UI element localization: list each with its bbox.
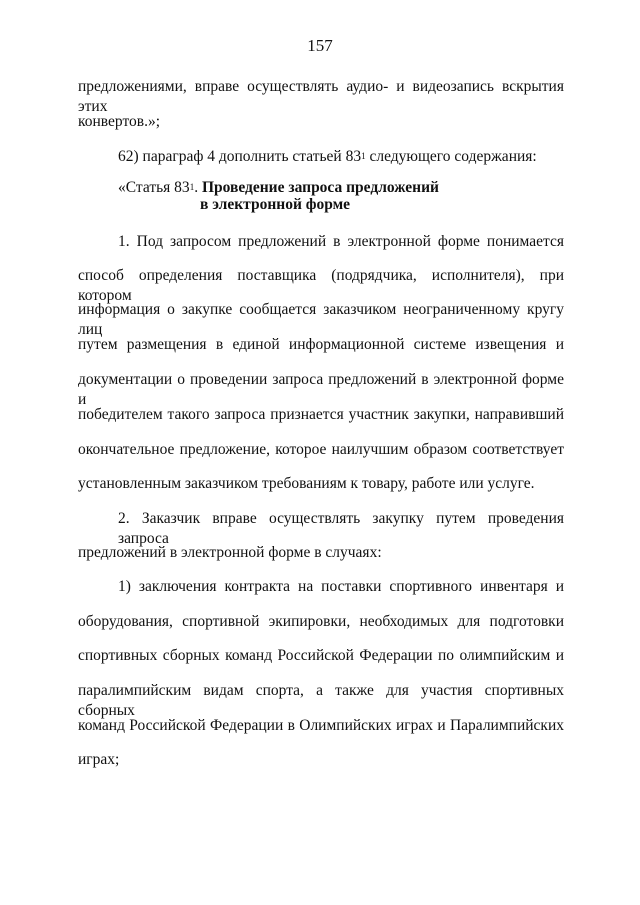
superscript: 1 xyxy=(189,182,195,192)
paragraph-line: победителем такого запроса признается участник закупки, направивший xyxy=(78,406,564,423)
amendment-line xyxy=(118,147,537,167)
paragraph-line: установленным заказчиком требованиям к товару, работе или услуге. xyxy=(78,475,535,492)
article-separator: . xyxy=(194,179,202,196)
amendment-text-end: следующего содержания: xyxy=(365,148,537,165)
list-item-line: 1) заключения контракта на поставки спортивного инвентаря и xyxy=(118,578,564,595)
text-line: конвертов.»; xyxy=(78,113,161,130)
paragraph-line: информация о закупке сообщается заказчиком неограниченному кругу лиц xyxy=(78,301,564,338)
paragraph-line: окончательное предложение, которое наилучшим образом соответствует xyxy=(78,441,564,458)
list-item-line: играх; xyxy=(78,751,120,768)
paragraph-line: 2. Заказчик вправе осуществлять закупку путем проведения запроса xyxy=(118,510,564,547)
article-label: «Статья 83 xyxy=(118,179,190,196)
list-item-line: оборудования, спортивной экипировки, необходимых для подготовки xyxy=(78,613,564,630)
text-line: предложениями, вправе осуществлять аудио- и видеозапись вскрытия этих xyxy=(78,78,564,115)
article-title-cont: в электронной форме xyxy=(200,196,351,213)
page-number: 157 xyxy=(307,36,333,55)
paragraph-line: путем размещения в единой информационной системе извещения и xyxy=(78,336,564,353)
paragraph-line: 1. Под запросом предложений в электронной форме понимается xyxy=(118,233,564,250)
paragraph-line: документации о проведении запроса предложений в электронной форме и xyxy=(78,371,564,408)
article-title: Проведение запроса предложений xyxy=(201,179,439,196)
list-item-line: команд Российской Федерации в Олимпийских играх и Паралимпийских xyxy=(78,717,564,734)
list-item-line: спортивных сборных команд Российской Федерации по олимпийским и xyxy=(78,647,564,664)
amendment-text: 62) параграф 4 дополнить статьей 83 xyxy=(118,148,362,165)
paragraph-line: способ определения поставщика (подрядчика, исполнителя), при котором xyxy=(78,267,564,304)
list-item-line: паралимпийским видам спорта, а также для участия спортивных сборных xyxy=(78,682,564,719)
paragraph-line: предложений в электронной форме в случаях: xyxy=(78,544,382,561)
superscript: 1 xyxy=(361,151,366,161)
